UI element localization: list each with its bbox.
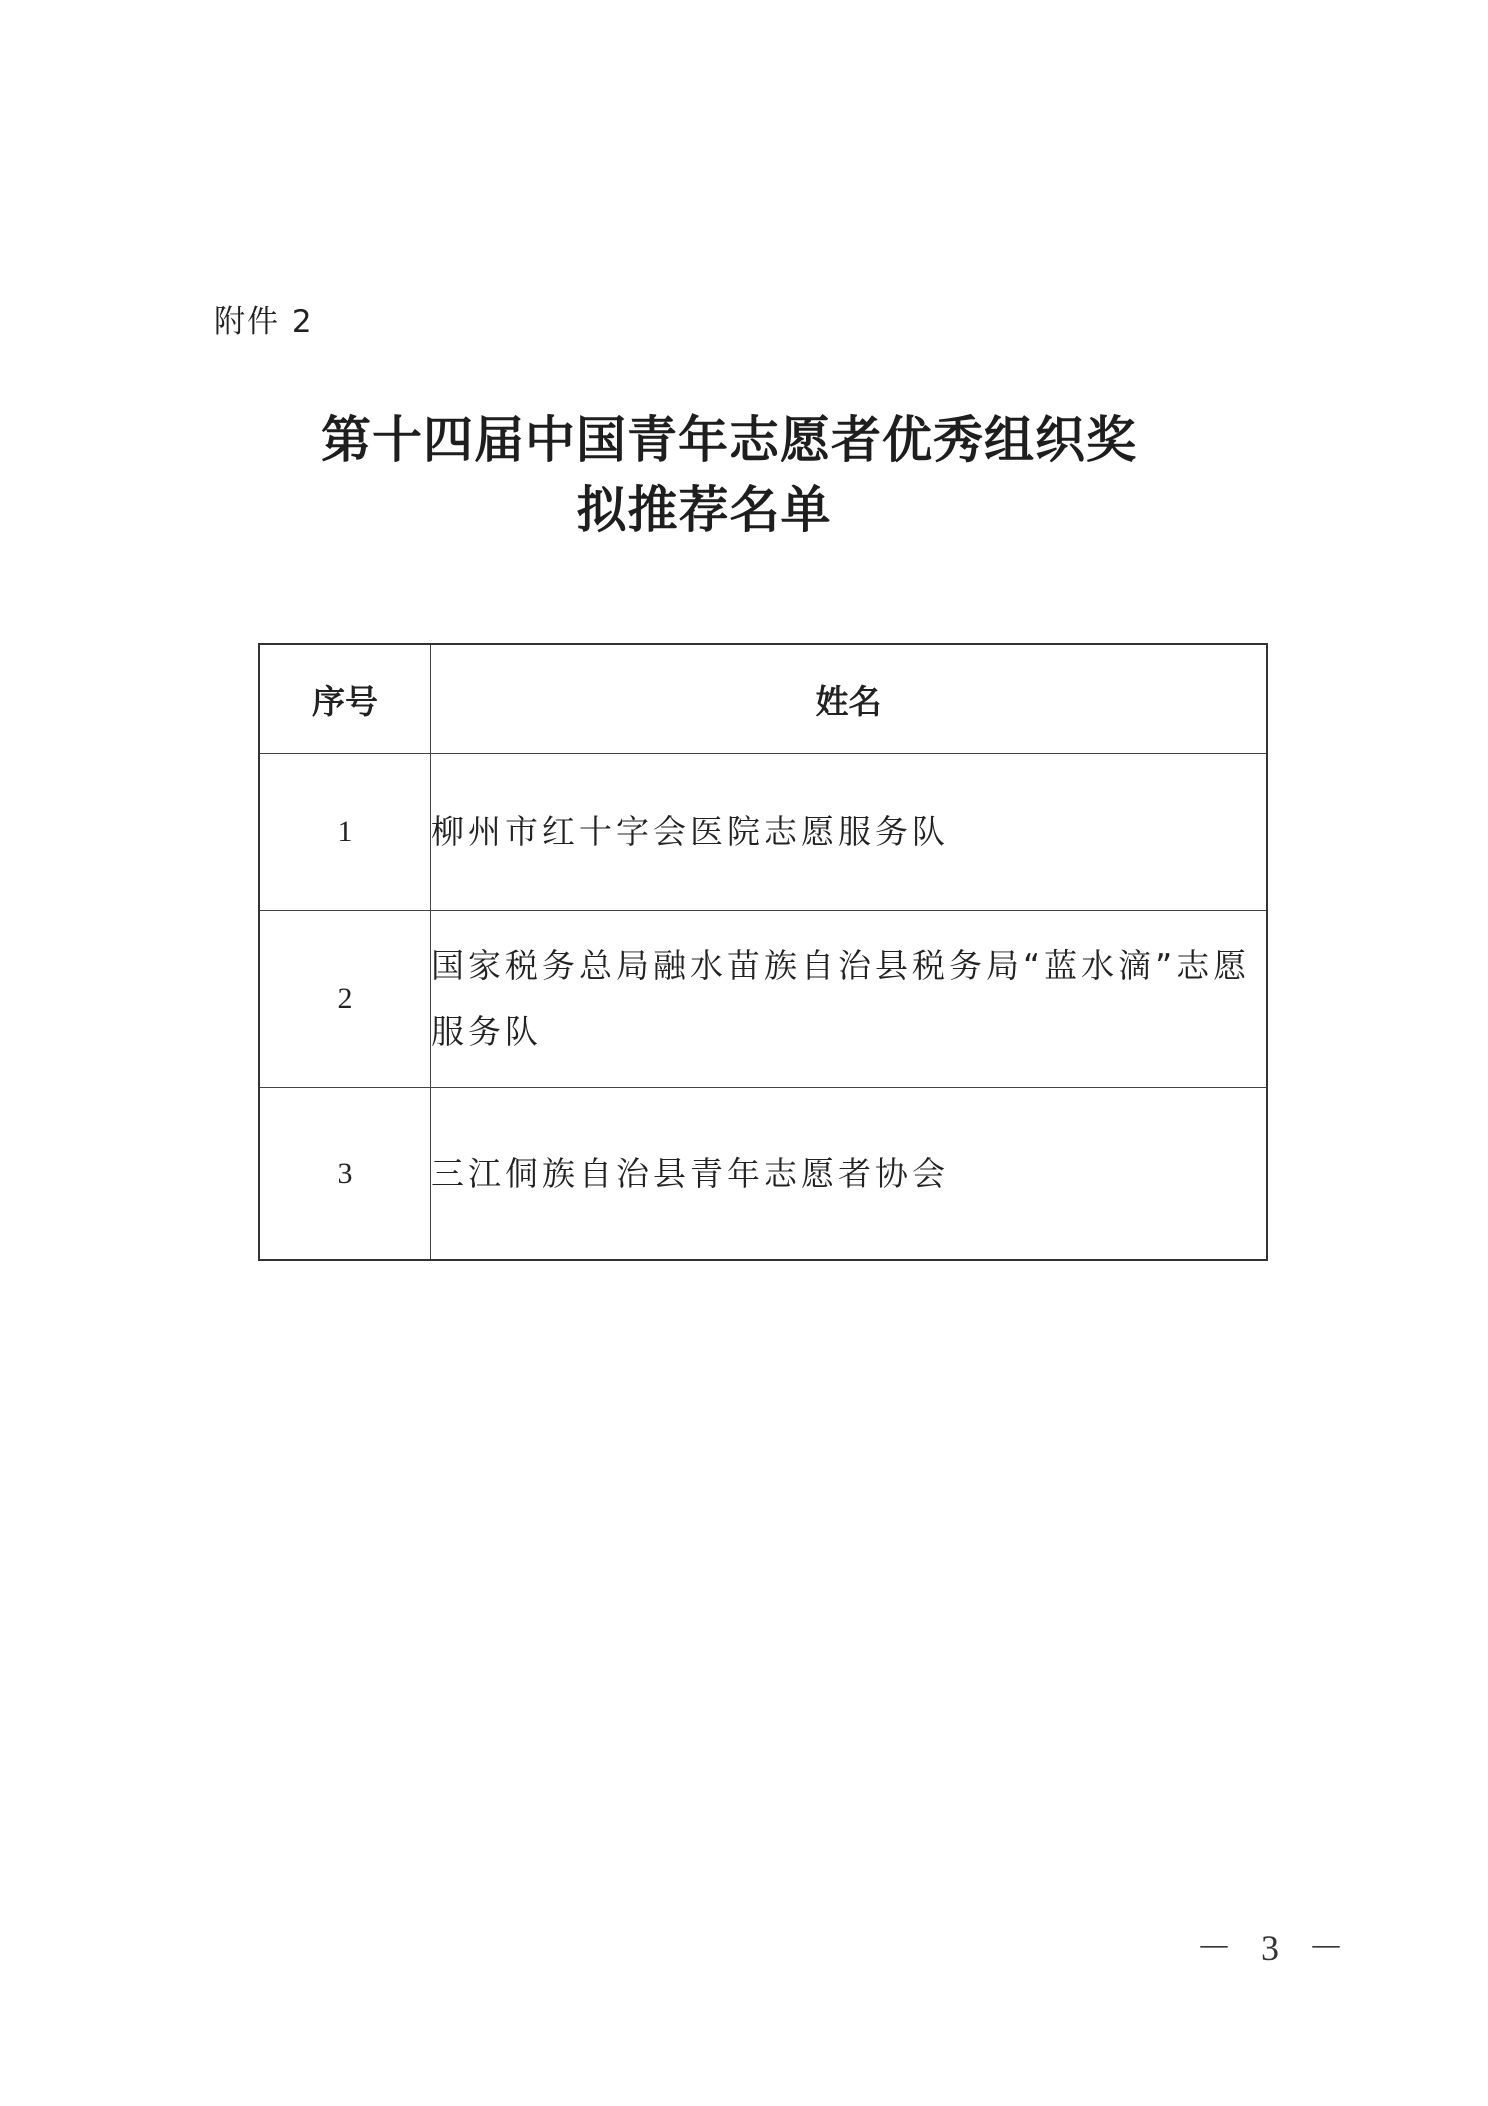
title-line-2: 拟推荐名单 <box>576 480 832 539</box>
row-number: 3 <box>259 1088 431 1261</box>
column-header-number: 序号 <box>259 644 431 754</box>
table-row <box>259 1088 1267 1261</box>
title-line-1: 第十四届中国青年志愿者优秀组织奖 <box>321 410 1137 469</box>
table-row <box>259 754 1267 911</box>
row-number: 1 <box>259 754 431 911</box>
nomination-table <box>258 643 1268 1261</box>
column-header-name: 姓名 <box>431 644 1268 754</box>
row-organization-name: 国家税务总局融水苗族自治县税务局“蓝水滴”志愿服务队 <box>431 911 1268 1088</box>
row-organization-name: 三江侗族自治县青年志愿者协会 <box>431 1088 1268 1261</box>
table-row <box>259 911 1267 1088</box>
attachment-label: 附件 2 <box>214 304 314 340</box>
document-title <box>0 405 1488 545</box>
row-organization-name: 柳州市红十字会医院志愿服务队 <box>431 754 1268 911</box>
page-number: － 3 － <box>1196 1928 1355 1968</box>
table-header-row <box>259 644 1267 754</box>
row-number: 2 <box>259 911 431 1088</box>
